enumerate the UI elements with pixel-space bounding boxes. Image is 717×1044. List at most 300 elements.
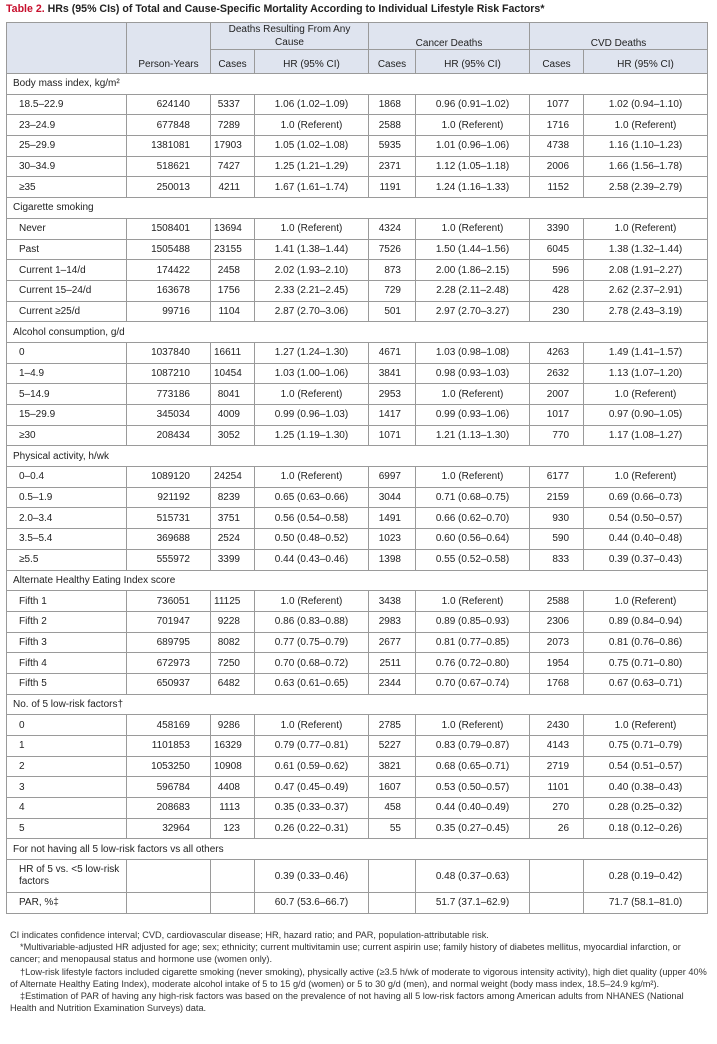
section-row [7,694,708,715]
table-title [6,3,544,15]
cases-any-cell: 5337 [211,94,255,115]
cases-cancer-cell: 1191 [369,177,416,198]
hr-cvd-cell: 0.67 (0.63–0.71) [584,673,708,694]
table-row [7,487,708,508]
cases-any-cell: 3751 [211,508,255,529]
person-years-cell [127,893,211,914]
person-years-cell: 689795 [127,632,211,653]
header-blank [7,23,127,74]
person-years-cell: 1037840 [127,342,211,363]
cases-cancer-cell: 4671 [369,342,416,363]
cases-cvd-cell: 2073 [530,632,584,653]
table-row [7,384,708,405]
cases-cancer-cell: 1398 [369,549,416,570]
header-cases-any: Cases [211,50,255,74]
hr-cvd-cell: 1.49 (1.41–1.57) [584,342,708,363]
person-years-cell: 596784 [127,777,211,798]
hr-cvd-cell: 1.16 (1.10–1.23) [584,136,708,157]
cases-cancer-cell: 5935 [369,136,416,157]
cases-cancer-cell: 2953 [369,384,416,405]
hr-any-cell: 1.0 (Referent) [255,467,369,488]
hr-cancer-cell: 0.98 (0.93–1.03) [416,363,530,384]
cases-cvd-cell: 1152 [530,177,584,198]
section-title: For not having all 5 low-risk factors vs all others [7,839,708,860]
hr-cancer-cell: 0.53 (0.50–0.57) [416,777,530,798]
table-row [7,632,708,653]
row-label: 0 [7,715,127,736]
table-row [7,611,708,632]
cases-cancer-cell: 2983 [369,611,416,632]
hr-cancer-cell: 1.0 (Referent) [416,715,530,736]
header-hr-any: HR (95% CI) [255,50,369,74]
person-years-cell: 458169 [127,715,211,736]
section-title: Body mass index, kg/m² [7,74,708,95]
row-label: 0–0.4 [7,467,127,488]
cases-cancer-cell: 3821 [369,756,416,777]
row-label: Fifth 3 [7,632,127,653]
cases-cvd-cell: 1077 [530,94,584,115]
person-years-cell: 174422 [127,260,211,281]
cases-any-cell: 6482 [211,673,255,694]
hr-cvd-cell: 0.75 (0.71–0.79) [584,736,708,757]
cases-cvd-cell: 770 [530,425,584,446]
table-row [7,549,708,570]
cases-cvd-cell: 4738 [530,136,584,157]
person-years-cell: 1053250 [127,756,211,777]
hr-cancer-cell: 1.0 (Referent) [416,591,530,612]
hr-cvd-cell: 1.0 (Referent) [584,115,708,136]
hr-cvd-cell: 0.97 (0.90–1.05) [584,405,708,426]
person-years-cell: 250013 [127,177,211,198]
cases-cvd-cell: 3390 [530,218,584,239]
row-label: 1–4.9 [7,363,127,384]
cases-cvd-cell: 2159 [530,487,584,508]
hr-any-cell: 0.35 (0.33–0.37) [255,798,369,819]
section-title: Alternate Healthy Eating Index score [7,570,708,591]
person-years-cell: 1101853 [127,736,211,757]
hr-cvd-cell: 0.89 (0.84–0.94) [584,611,708,632]
hr-any-cell: 1.41 (1.38–1.44) [255,239,369,260]
header-hr-cancer: HR (95% CI) [416,50,530,74]
cases-cvd-cell: 2007 [530,384,584,405]
cases-cancer-cell: 2344 [369,673,416,694]
person-years-cell: 1089120 [127,467,211,488]
row-label: ≥5.5 [7,549,127,570]
cases-cvd-cell: 4143 [530,736,584,757]
table-row [7,218,708,239]
header-any-cause: Deaths Resulting From Any Cause [211,23,369,50]
row-label: ≥35 [7,177,127,198]
hr-cvd-cell: 2.62 (2.37–2.91) [584,280,708,301]
hr-cancer-cell: 0.89 (0.85–0.93) [416,611,530,632]
hr-cancer-cell: 0.44 (0.40–0.49) [416,798,530,819]
cases-any-cell: 3052 [211,425,255,446]
table-row [7,115,708,136]
cases-cancer-cell: 501 [369,301,416,322]
hr-any-cell: 1.03 (1.00–1.06) [255,363,369,384]
table-row [7,777,708,798]
cases-any-cell: 7427 [211,156,255,177]
cases-cancer-cell: 2588 [369,115,416,136]
cases-any-cell: 1756 [211,280,255,301]
hr-cancer-cell: 0.48 (0.37–0.63) [416,860,530,893]
hr-cvd-cell: 1.0 (Referent) [584,384,708,405]
cases-cancer-cell: 1607 [369,777,416,798]
cases-cvd-cell: 1954 [530,653,584,674]
cases-cvd-cell: 596 [530,260,584,281]
hr-any-cell: 0.77 (0.75–0.79) [255,632,369,653]
person-years-cell: 555972 [127,549,211,570]
cases-cancer-cell: 3438 [369,591,416,612]
hr-cancer-cell: 0.70 (0.67–0.74) [416,673,530,694]
mortality-table [6,22,708,914]
cases-any-cell: 9228 [211,611,255,632]
header-cancer: Cancer Deaths [369,23,530,50]
footnote-abbrev: CI indicates confidence interval; CVD, cardiovascular disease; HR, hazard ratio; and PAR, population-attributable risk. [10,930,489,940]
hr-any-cell: 1.25 (1.21–1.29) [255,156,369,177]
row-label: Current ≥25/d [7,301,127,322]
table-row [7,653,708,674]
hr-any-cell: 1.0 (Referent) [255,715,369,736]
row-label: 5 [7,818,127,839]
table-row [7,673,708,694]
hr-cvd-cell: 1.0 (Referent) [584,591,708,612]
table-row [7,715,708,736]
footnote-adjusted: *Multivariable-adjusted HR adjusted for age; sex; ethnicity; current multivitamin use; current aspirin use; family history of diabetes mellitus, myocardial infarction, or cancer; and menopausal status and hormone use (women only). [10,942,681,965]
cases-any-cell: 1113 [211,798,255,819]
row-label: 30–34.9 [7,156,127,177]
hr-any-cell: 0.50 (0.48–0.52) [255,529,369,550]
row-label: 15–29.9 [7,405,127,426]
cases-any-cell: 16611 [211,342,255,363]
hr-cvd-cell: 0.75 (0.71–0.80) [584,653,708,674]
hr-any-cell: 1.25 (1.19–1.30) [255,425,369,446]
row-label: Never [7,218,127,239]
footnote-par: ‡Estimation of PAR of having any high-risk factors was based on the prevalence of not having all 5 low-risk factors among American adults from NHANES (National Health and Nutrition Examination Surveys) data. [10,991,684,1014]
hr-any-cell: 0.56 (0.54–0.58) [255,508,369,529]
cases-any-cell: 4009 [211,405,255,426]
hr-any-cell: 1.0 (Referent) [255,115,369,136]
cases-cancer-cell: 5227 [369,736,416,757]
cases-cancer-cell: 1023 [369,529,416,550]
cases-cancer-cell: 2511 [369,653,416,674]
cases-cvd-cell: 2006 [530,156,584,177]
header-cvd: CVD Deaths [530,23,708,50]
person-years-cell: 736051 [127,591,211,612]
row-label: 3 [7,777,127,798]
hr-cvd-cell: 0.18 (0.12–0.26) [584,818,708,839]
section-row [7,322,708,343]
row-label: Fifth 2 [7,611,127,632]
hr-cvd-cell: 1.13 (1.07–1.20) [584,363,708,384]
cases-cvd-cell: 4263 [530,342,584,363]
section-row [7,839,708,860]
hr-cvd-cell: 0.28 (0.25–0.32) [584,798,708,819]
cases-cancer-cell: 1491 [369,508,416,529]
hr-any-cell: 1.67 (1.61–1.74) [255,177,369,198]
section-title: Cigarette smoking [7,198,708,219]
hr-cancer-cell: 0.99 (0.93–1.06) [416,405,530,426]
hr-any-cell: 0.39 (0.33–0.46) [255,860,369,893]
hr-any-cell: 0.86 (0.83–0.88) [255,611,369,632]
hr-any-cell: 1.0 (Referent) [255,591,369,612]
cases-cvd-cell: 2430 [530,715,584,736]
person-years-cell: 32964 [127,818,211,839]
person-years-cell: 518621 [127,156,211,177]
table-row [7,818,708,839]
hr-any-cell: 0.65 (0.63–0.66) [255,487,369,508]
cases-cancer-cell: 1868 [369,94,416,115]
hr-cvd-cell: 1.66 (1.56–1.78) [584,156,708,177]
header-cases-cancer: Cases [369,50,416,74]
person-years-cell: 99716 [127,301,211,322]
hr-cancer-cell: 0.71 (0.68–0.75) [416,487,530,508]
section-title: Physical activity, h/wk [7,446,708,467]
person-years-cell: 1381081 [127,136,211,157]
section-row [7,570,708,591]
hr-any-cell: 1.06 (1.02–1.09) [255,94,369,115]
row-label: Past [7,239,127,260]
cases-cvd-cell: 1716 [530,115,584,136]
cases-cancer-cell: 729 [369,280,416,301]
hr-any-cell: 0.61 (0.59–0.62) [255,756,369,777]
cases-any-cell: 10454 [211,363,255,384]
cases-any-cell [211,860,255,893]
hr-any-cell: 0.44 (0.43–0.46) [255,549,369,570]
table-row [7,342,708,363]
cases-any-cell: 4211 [211,177,255,198]
hr-cancer-cell: 1.50 (1.44–1.56) [416,239,530,260]
person-years-cell: 163678 [127,280,211,301]
hr-cancer-cell: 1.03 (0.98–1.08) [416,342,530,363]
cases-cvd-cell: 230 [530,301,584,322]
row-label: Fifth 1 [7,591,127,612]
cases-any-cell: 8041 [211,384,255,405]
row-label: ≥30 [7,425,127,446]
table-row [7,736,708,757]
hr-cvd-cell: 0.69 (0.66–0.73) [584,487,708,508]
cases-any-cell: 123 [211,818,255,839]
hr-any-cell: 0.99 (0.96–1.03) [255,405,369,426]
hr-cvd-cell: 71.7 (58.1–81.0) [584,893,708,914]
hr-cvd-cell: 0.54 (0.51–0.57) [584,756,708,777]
cases-cvd-cell [530,893,584,914]
cases-cancer-cell [369,893,416,914]
table-caption: HRs (95% CIs) of Total and Cause-Specific Mortality According to Individual Lifestyle Risk Factors* [47,3,545,15]
table-row [7,405,708,426]
cases-any-cell: 7289 [211,115,255,136]
hr-cancer-cell: 1.0 (Referent) [416,218,530,239]
hr-cancer-cell: 2.28 (2.11–2.48) [416,280,530,301]
cases-cancer-cell: 458 [369,798,416,819]
cases-any-cell: 3399 [211,549,255,570]
hr-cvd-cell: 1.0 (Referent) [584,218,708,239]
cases-cvd-cell: 2632 [530,363,584,384]
table-row [7,508,708,529]
table-row [7,301,708,322]
hr-cvd-cell: 1.0 (Referent) [584,715,708,736]
cases-cvd-cell: 6177 [530,467,584,488]
row-label: 25–29.9 [7,136,127,157]
cases-cancer-cell: 3841 [369,363,416,384]
hr-cancer-cell: 51.7 (37.1–62.9) [416,893,530,914]
cases-cancer-cell: 55 [369,818,416,839]
hr-cancer-cell: 0.66 (0.62–0.70) [416,508,530,529]
section-row [7,446,708,467]
section-row [7,74,708,95]
hr-cvd-cell: 1.0 (Referent) [584,467,708,488]
cases-cvd-cell: 6045 [530,239,584,260]
hr-any-cell: 0.79 (0.77–0.81) [255,736,369,757]
table-row [7,529,708,550]
cases-any-cell: 9286 [211,715,255,736]
cases-cvd-cell: 2719 [530,756,584,777]
row-label: Current 15–24/d [7,280,127,301]
cases-cancer-cell: 4324 [369,218,416,239]
table-row [7,177,708,198]
cases-cvd-cell [530,860,584,893]
hr-cvd-cell: 0.54 (0.50–0.57) [584,508,708,529]
hr-cancer-cell: 0.81 (0.77–0.85) [416,632,530,653]
cases-any-cell: 8239 [211,487,255,508]
person-years-cell: 369688 [127,529,211,550]
row-label: 3.5–5.4 [7,529,127,550]
table-row [7,239,708,260]
hr-any-cell: 0.26 (0.22–0.31) [255,818,369,839]
hr-cancer-cell: 0.83 (0.79–0.87) [416,736,530,757]
row-label: 5–14.9 [7,384,127,405]
hr-any-cell: 2.02 (1.93–2.10) [255,260,369,281]
hr-cvd-cell: 0.39 (0.37–0.43) [584,549,708,570]
hr-cvd-cell: 1.02 (0.94–1.10) [584,94,708,115]
person-years-cell: 672973 [127,653,211,674]
cases-any-cell: 8082 [211,632,255,653]
hr-cancer-cell: 0.35 (0.27–0.45) [416,818,530,839]
row-label: 4 [7,798,127,819]
hr-any-cell: 1.05 (1.02–1.08) [255,136,369,157]
cases-any-cell: 7250 [211,653,255,674]
cases-cvd-cell: 1017 [530,405,584,426]
section-title: Alcohol consumption, g/d [7,322,708,343]
footnote-low-risk: †Low-risk lifestyle factors included cigarette smoking (never smoking), physically active (≥3.5 h/wk of moderate to vigorous intensity activity), high diet quality (upper 40% of Alternate Healthy Eating Index), moderate alcohol intake of 5 to 15 g/d (women) or 5 to 30 g/d (men), and normal weight (body mass index, 18.5–24.9 kg/m²). [10,966,707,989]
hr-cvd-cell: 1.17 (1.08–1.27) [584,425,708,446]
cases-any-cell: 4408 [211,777,255,798]
cases-any-cell: 10908 [211,756,255,777]
cases-cvd-cell: 930 [530,508,584,529]
hr-cvd-cell: 0.28 (0.19–0.42) [584,860,708,893]
cases-any-cell: 13694 [211,218,255,239]
person-years-cell: 1087210 [127,363,211,384]
cases-any-cell: 17903 [211,136,255,157]
table-row [7,425,708,446]
hr-cancer-cell: 2.00 (1.86–2.15) [416,260,530,281]
cases-any-cell: 2524 [211,529,255,550]
cases-cvd-cell: 1768 [530,673,584,694]
cases-any-cell: 11125 [211,591,255,612]
cases-any-cell: 23155 [211,239,255,260]
hr-cancer-cell: 0.68 (0.65–0.71) [416,756,530,777]
person-years-cell: 773186 [127,384,211,405]
row-label: 1 [7,736,127,757]
hr-any-cell: 60.7 (53.6–66.7) [255,893,369,914]
cases-cvd-cell: 590 [530,529,584,550]
person-years-cell: 208683 [127,798,211,819]
cases-cancer-cell: 7526 [369,239,416,260]
hr-cancer-cell: 0.60 (0.56–0.64) [416,529,530,550]
table-row [7,260,708,281]
person-years-cell: 208434 [127,425,211,446]
hr-any-cell: 0.47 (0.45–0.49) [255,777,369,798]
cases-cvd-cell: 2588 [530,591,584,612]
cases-cvd-cell: 833 [530,549,584,570]
table-row [7,860,708,893]
table-row [7,893,708,914]
hr-cancer-cell: 2.97 (2.70–3.27) [416,301,530,322]
cases-any-cell [211,893,255,914]
row-label: PAR, %‡ [7,893,127,914]
person-years-cell: 515731 [127,508,211,529]
cases-cvd-cell: 2306 [530,611,584,632]
cases-any-cell: 16329 [211,736,255,757]
cases-cancer-cell: 2677 [369,632,416,653]
cases-cancer-cell: 873 [369,260,416,281]
hr-cvd-cell: 2.58 (2.39–2.79) [584,177,708,198]
row-label: 2 [7,756,127,777]
table-row [7,591,708,612]
hr-any-cell: 0.70 (0.68–0.72) [255,653,369,674]
hr-cancer-cell: 0.96 (0.91–1.02) [416,94,530,115]
hr-any-cell: 2.33 (2.21–2.45) [255,280,369,301]
hr-any-cell: 2.87 (2.70–3.06) [255,301,369,322]
hr-cvd-cell: 1.38 (1.32–1.44) [584,239,708,260]
person-years-cell: 1505488 [127,239,211,260]
table-row [7,280,708,301]
cases-any-cell: 2458 [211,260,255,281]
cases-cvd-cell: 26 [530,818,584,839]
cases-cvd-cell: 1101 [530,777,584,798]
row-label: 18.5–22.9 [7,94,127,115]
cases-cvd-cell: 428 [530,280,584,301]
hr-cvd-cell: 0.81 (0.76–0.86) [584,632,708,653]
row-label: 2.0–3.4 [7,508,127,529]
cases-cancer-cell: 2371 [369,156,416,177]
row-label: 23–24.9 [7,115,127,136]
row-label: HR of 5 vs. <5 low-risk factors [7,860,127,893]
person-years-cell [127,860,211,893]
hr-cancer-cell: 0.76 (0.72–0.80) [416,653,530,674]
row-label: 0 [7,342,127,363]
footnotes [10,929,708,1014]
person-years-cell: 650937 [127,673,211,694]
row-label: Current 1–14/d [7,260,127,281]
person-years-cell: 624140 [127,94,211,115]
person-years-cell: 1508401 [127,218,211,239]
person-years-cell: 701947 [127,611,211,632]
cases-cancer-cell: 1417 [369,405,416,426]
table-row [7,94,708,115]
cases-any-cell: 24254 [211,467,255,488]
table-row [7,798,708,819]
hr-cvd-cell: 0.40 (0.38–0.43) [584,777,708,798]
cases-cancer-cell: 2785 [369,715,416,736]
hr-cvd-cell: 0.44 (0.40–0.48) [584,529,708,550]
hr-any-cell: 1.0 (Referent) [255,384,369,405]
hr-cancer-cell: 0.55 (0.52–0.58) [416,549,530,570]
cases-cvd-cell: 270 [530,798,584,819]
header-person-years: Person-Years [127,23,211,74]
cases-cancer-cell: 3044 [369,487,416,508]
person-years-cell: 677848 [127,115,211,136]
